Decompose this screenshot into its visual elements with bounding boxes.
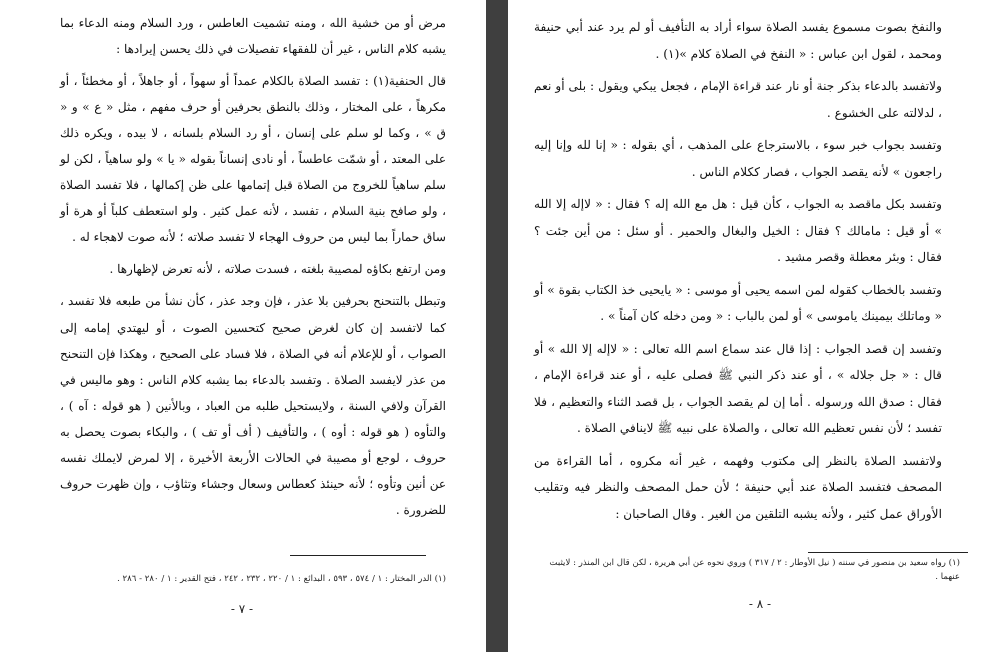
right-paragraph-3: وتفسد بجواب خبر سوء ، بالاسترجاع على المذهب ، أي بقوله : « إنا لله وإنا إليه راجعون » لأنه يقصد الجواب ، فصار ككلام الناس . [534,138,942,179]
right-paragraph-2: ولاتفسد بالدعاء بذكر جنة أو نار عند قراءة الإمام ، فجعل يبكي ويقول : بلى أو نعم ، لدلالته على الخشوع . [534,79,942,120]
right-paragraph-4: وتفسد بكل ماقصد به الجواب ، كأن قيل : هل مع الله إله ؟ فقال : « لاإله إلا الله » أو قيل : مامالك ؟ فقال : الخيل والبغال والحمير . أو سئل : من أين جئت ؟ فقال : وبئر معطلة وقصر مشيد . [534,197,942,264]
left-paragraph-3: ومن ارتفع بكاؤه لمصيبة بلغته ، فسدت صلاته ، لأنه تعرض لإظهارها . [109,262,446,277]
right-footnote: (١) رواه سعيد بن منصور في سننه ( نيل الأوطار : ٢ / ٣١٧ ) وروي نحوه عن أبي هريرة ، لكن قال ابن المنذر : لايثبت عنهما . [549,558,960,582]
left-paragraph-1: مرض أو من خشية الله ، ومنه تشميت العاطس ، ورد السلام ومنه الدعاء بما يشبه كلام الناس ، غير أن للفقهاء تفصيلات في ذلك يحسن إيرادها : [60,16,446,57]
right-page [508,0,994,652]
right-paragraph-6: وتفسد إن قصد الجواب : إذا قال عند سماع اسم الله تعالى : « لاإله إلا الله » أو قال : « جل جلاله » ، أو عند ذكر النبي ﷺ فصلى عليه ، أو عند قراءة الإمام ، فقال : صدق الله ورسوله . أما إن لم يقصد الجواب ، بل قصد الثناء والتعظيم ، فلا تفسد ؛ لأن نفس تعظيم الله تعالى ، والصلاة على نبيه ﷺ لاينافي الصلاة . [534,341,942,435]
footnote-divider [290,555,426,556]
left-page [0,0,486,652]
right-paragraph-5: وتفسد بالخطاب كقوله لمن اسمه يحيى أو موسى : « يايحيى خذ الكتاب بقوة » أو « وماتلك بيمينك ياموسى » أو لمن بالباب : « ومن دخله كان آمناً » . [534,282,942,323]
left-paragraph-4: وتبطل بالتنحنح بحرفين بلا عذر ، فإن وجد عذر ، كأن نشأ من طبعه فلا تفسد ، كما لاتفسد إن كان لغرض صحيح كتحسين الصوت ، أو ليهتدي إمامه إلى الصواب ، أو للإعلام أنه في الصلاة ، فلا فساد على الصحيح ، وهكذا فإن التنحنح من عذر لايفسد الصلاة . وتفسد بالدعاء بما يشبه كلام الناس : وهو ماليس في القرآن ولافي السنة ، ولايستحيل طلبه من العباد ، وبالأنين ( هو قوله : آه ) ، والتأوه ( هو قوله : أوه ) ، والتأفيف ( أف أو تف ) ، والبكاء بصوت يحصل به حروف ، لوجع أو مصيبة في الحالات الأربعة الأخيرة ، إلا لمرض لايملك نفسه عن أنين وتأوه ؛ لأنه حينئذ كعطاس وسعال وجشاء وتثاؤب ، وإن ظهرت حروف للضرورة . [60,294,446,517]
right-paragraph-7: ولاتفسد الصلاة بالنظر إلى مكتوب وفهمه ، غير أنه مكروه ، أما القراءة من المصحف فتفسد الصلاة عند أبي حنيفة ؛ لأن حمل المصحف والنظر فيه وتقليب الأوراق عمل كثير ، ولأنه يشبه التلقين من الغير . وقال الصاحبان : [534,453,942,521]
book-spine [486,0,508,652]
left-paragraph-hanafi: قال الحنفية(١) : تفسد الصلاة بالكلام عمداً أو سهواً ، أو جاهلاً ، أو مخطئاً ، أو مكرهاً ، على المختار ، وذلك بالنطق بحرفين أو حرف مفهم ، مثل « ع » و « ق » ، وكما لو سلم على إنسان ، أو رد السلام بلسانه ، لا بيده ، ويكره ذلك على المعتد ، أو شمّت عاطساً ، أو نادى إنساناً بقوله « يا » ولو ساهياً ، لكن لو سلم ساهياً للخروج من الصلاة قبل إتمامها على ظن إكمالها ، فلا تفسد الصلاة ، ولو صافح بنية السلام ، تفسد ، لأنه عمل كثير . ولو استعطف كلباً أو هرة أو ساق حماراً بما ليس من حروف الهجاء لا تفسد صلاته ؛ لأنه صوت لاهجاء له . [60,74,446,245]
right-paragraph-1: والنفخ بصوت مسموع يفسد الصلاة سواء أراد به التأفيف أو لم يرد عند أبي حنيفة ومحمد ، لقول ابن عباس : « النفخ في الصلاة كلام »(١) . [534,20,942,61]
right-page-number: - ٨ - [748,597,772,611]
left-footnote: (١) الدر المختار : ١ / ٥٧٤ ، ٥٩٣ ، البدائع : ١ / ٢٢٠ ، ٢٣٢ ، ٢٤٢ ، فتح القدير : ١ / ٢٨٠ - ٢٨٦ . [117,574,446,584]
footnote-divider [808,552,968,553]
left-page-number: - ٧ - [230,602,254,616]
